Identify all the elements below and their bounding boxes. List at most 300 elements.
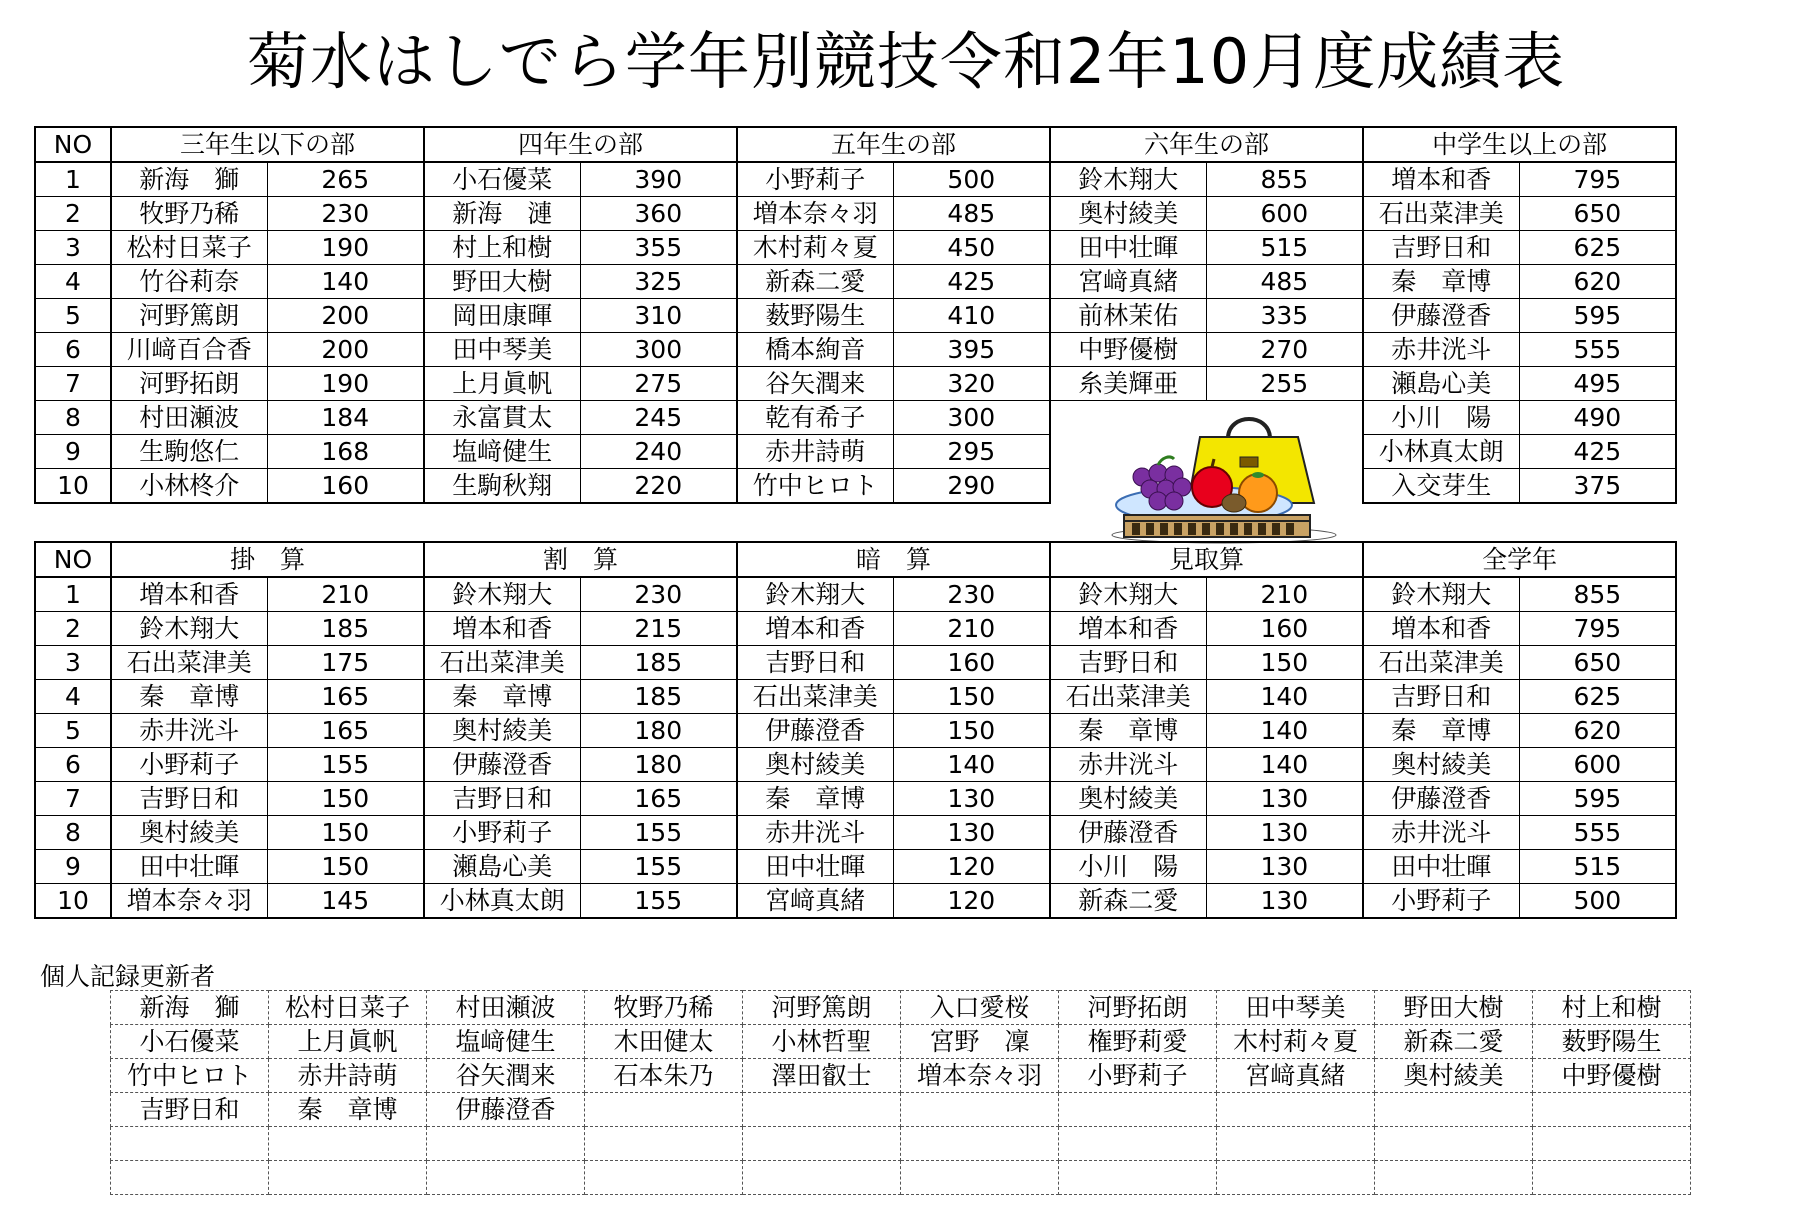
name-cell: 鈴木翔大 — [424, 577, 580, 612]
rank-cell: 3 — [35, 231, 111, 265]
name-cell: 宮﨑真緒 — [1050, 265, 1206, 299]
score-cell: 150 — [267, 850, 424, 884]
grade-column-header: 四年生の部 — [424, 127, 737, 162]
rank-cell: 2 — [35, 197, 111, 231]
name-cell: 伊藤澄香 — [1050, 816, 1206, 850]
name-cell: 岡田康暉 — [424, 299, 580, 333]
name-cell: 谷矢潤来 — [737, 367, 893, 401]
score-cell: 120 — [893, 884, 1050, 919]
table-row — [111, 1093, 1691, 1127]
name-cell: 鈴木翔大 — [737, 577, 893, 612]
table-row — [35, 612, 1676, 646]
record-name-cell: 澤田叡士 — [743, 1059, 901, 1093]
name-cell: 河野拓朗 — [111, 367, 267, 401]
record-name-cell — [1059, 1127, 1217, 1161]
record-name-cell — [585, 1161, 743, 1195]
table-row — [35, 816, 1676, 850]
record-name-cell — [901, 1093, 1059, 1127]
name-cell: 小川 陽 — [1050, 850, 1206, 884]
score-cell: 600 — [1519, 748, 1676, 782]
name-cell: 石出菜津美 — [111, 646, 267, 680]
rank-cell: 7 — [35, 367, 111, 401]
name-cell: 奥村綾美 — [1050, 197, 1206, 231]
name-cell: 赤井詩萌 — [737, 435, 893, 469]
name-cell: 鈴木翔大 — [111, 612, 267, 646]
score-cell: 425 — [1519, 435, 1676, 469]
name-cell: 増本和香 — [1363, 612, 1519, 646]
score-cell: 375 — [1519, 469, 1676, 504]
table-row — [111, 1161, 1691, 1195]
record-name-cell: 田中琴美 — [1217, 991, 1375, 1025]
table-row — [35, 469, 1676, 504]
record-name-cell — [1533, 1093, 1691, 1127]
name-cell: 石出菜津美 — [1363, 646, 1519, 680]
record-name-cell — [1217, 1161, 1375, 1195]
record-name-cell: 奥村綾美 — [1375, 1059, 1533, 1093]
score-cell: 600 — [1206, 197, 1363, 231]
record-name-cell: 村上和樹 — [1533, 991, 1691, 1025]
name-cell: 伊藤澄香 — [1363, 299, 1519, 333]
score-cell: 140 — [267, 265, 424, 299]
record-name-cell — [1059, 1093, 1217, 1127]
name-cell: 鈴木翔大 — [1050, 162, 1206, 197]
table-row — [111, 1127, 1691, 1161]
grade-column-header: 五年生の部 — [737, 127, 1050, 162]
name-cell: 生駒悠仁 — [111, 435, 267, 469]
score-cell: 855 — [1519, 577, 1676, 612]
record-name-cell — [1217, 1093, 1375, 1127]
name-cell: 田中壮暉 — [737, 850, 893, 884]
name-cell: 増本和香 — [737, 612, 893, 646]
score-cell: 555 — [1519, 816, 1676, 850]
name-cell: 新海 漣 — [424, 197, 580, 231]
rank-cell: 3 — [35, 646, 111, 680]
name-cell: 秦 章博 — [737, 782, 893, 816]
score-cell: 180 — [580, 714, 737, 748]
name-cell: 新森二愛 — [737, 265, 893, 299]
table-row — [35, 231, 1676, 265]
score-cell: 130 — [1206, 850, 1363, 884]
name-cell: 木村莉々夏 — [737, 231, 893, 265]
name-cell: 秦 章博 — [1050, 714, 1206, 748]
name-cell: 田中壮暉 — [1363, 850, 1519, 884]
rank-cell: 1 — [35, 162, 111, 197]
record-name-cell — [1375, 1093, 1533, 1127]
score-cell: 130 — [1206, 884, 1363, 919]
score-cell: 410 — [893, 299, 1050, 333]
record-name-cell — [901, 1127, 1059, 1161]
score-cell: 290 — [893, 469, 1050, 504]
name-cell: 中野優樹 — [1050, 333, 1206, 367]
name-cell: 入交芽生 — [1363, 469, 1519, 504]
name-cell: 川﨑百合香 — [111, 333, 267, 367]
name-cell: 赤井洸斗 — [1363, 816, 1519, 850]
table-row — [35, 367, 1676, 401]
score-cell: 270 — [1206, 333, 1363, 367]
record-name-cell: 牧野乃稀 — [585, 991, 743, 1025]
name-cell: 乾有希子 — [737, 401, 893, 435]
score-cell: 360 — [580, 197, 737, 231]
name-cell: 吉野日和 — [424, 782, 580, 816]
score-cell: 165 — [267, 680, 424, 714]
record-name-cell: 新森二愛 — [1375, 1025, 1533, 1059]
score-cell: 325 — [580, 265, 737, 299]
score-cell: 335 — [1206, 299, 1363, 333]
score-cell: 190 — [267, 367, 424, 401]
table-row — [35, 162, 1676, 197]
record-name-cell: 小野莉子 — [1059, 1059, 1217, 1093]
record-name-cell: 権野莉愛 — [1059, 1025, 1217, 1059]
record-name-cell: 小石優菜 — [111, 1025, 269, 1059]
grade-results-table — [34, 126, 1677, 504]
score-cell: 245 — [580, 401, 737, 435]
score-cell: 200 — [267, 299, 424, 333]
name-cell: 奥村綾美 — [424, 714, 580, 748]
record-name-cell: 中野優樹 — [1533, 1059, 1691, 1093]
score-cell: 795 — [1519, 162, 1676, 197]
score-cell: 395 — [893, 333, 1050, 367]
score-cell: 390 — [580, 162, 737, 197]
score-cell: 230 — [893, 577, 1050, 612]
record-name-cell — [743, 1127, 901, 1161]
event-column-header: 暗 算 — [737, 542, 1050, 577]
name-cell: 田中壮暉 — [1050, 231, 1206, 265]
name-cell: 小石優菜 — [424, 162, 580, 197]
score-cell: 140 — [1206, 714, 1363, 748]
name-cell: 田中壮暉 — [111, 850, 267, 884]
score-cell: 210 — [893, 612, 1050, 646]
name-cell: 小野莉子 — [424, 816, 580, 850]
name-cell: 上月眞帆 — [424, 367, 580, 401]
rank-cell: 6 — [35, 748, 111, 782]
record-name-cell: 竹中ヒロト — [111, 1059, 269, 1093]
record-name-cell — [743, 1093, 901, 1127]
record-name-cell — [585, 1093, 743, 1127]
table-row — [35, 299, 1676, 333]
name-cell: 秦 章博 — [111, 680, 267, 714]
name-cell: 赤井洸斗 — [1363, 333, 1519, 367]
record-name-cell: 木田健太 — [585, 1025, 743, 1059]
record-name-cell: 宮﨑真緒 — [1217, 1059, 1375, 1093]
score-cell: 150 — [893, 714, 1050, 748]
name-cell: 小野莉子 — [737, 162, 893, 197]
record-name-cell — [1533, 1127, 1691, 1161]
name-cell: 小林柊介 — [111, 469, 267, 504]
table-row — [35, 748, 1676, 782]
name-cell: 橋本絢音 — [737, 333, 893, 367]
name-cell: 増本和香 — [111, 577, 267, 612]
score-cell: 620 — [1519, 714, 1676, 748]
record-name-cell: 石本朱乃 — [585, 1059, 743, 1093]
score-cell: 175 — [267, 646, 424, 680]
table-row — [35, 884, 1676, 919]
event-column-header: 割 算 — [424, 542, 737, 577]
event-results-table — [34, 541, 1677, 919]
score-cell: 200 — [267, 333, 424, 367]
score-cell: 130 — [1206, 782, 1363, 816]
name-cell: 鈴木翔大 — [1050, 577, 1206, 612]
score-cell: 500 — [1519, 884, 1676, 919]
name-cell: 村田瀬波 — [111, 401, 267, 435]
name-cell: 竹中ヒロト — [737, 469, 893, 504]
name-cell: 河野篤朗 — [111, 299, 267, 333]
rank-cell: 5 — [35, 714, 111, 748]
name-cell: 奥村綾美 — [737, 748, 893, 782]
name-cell: 奥村綾美 — [1050, 782, 1206, 816]
table-row — [111, 1025, 1691, 1059]
score-cell: 300 — [580, 333, 737, 367]
record-name-cell — [1375, 1127, 1533, 1161]
record-name-cell — [585, 1127, 743, 1161]
grade-column-header: 中学生以上の部 — [1363, 127, 1676, 162]
rank-cell: 4 — [35, 265, 111, 299]
name-cell: 石出菜津美 — [1363, 197, 1519, 231]
grade-no-header: NO — [35, 127, 111, 162]
name-cell: 赤井洸斗 — [1050, 748, 1206, 782]
records-table — [110, 990, 1691, 1195]
name-cell: 石出菜津美 — [737, 680, 893, 714]
record-name-cell: 村田瀬波 — [427, 991, 585, 1025]
name-cell: 吉野日和 — [1050, 646, 1206, 680]
record-name-cell: 河野篤朗 — [743, 991, 901, 1025]
record-name-cell — [269, 1161, 427, 1195]
score-cell: 140 — [893, 748, 1050, 782]
name-cell: 牧野乃稀 — [111, 197, 267, 231]
score-cell: 265 — [267, 162, 424, 197]
score-cell: 495 — [1519, 367, 1676, 401]
records-label: 個人記録更新者 — [40, 962, 216, 991]
name-cell: 塩﨑健生 — [424, 435, 580, 469]
name-cell: 吉野日和 — [111, 782, 267, 816]
score-cell: 184 — [267, 401, 424, 435]
record-name-cell — [427, 1127, 585, 1161]
record-name-cell: 秦 章博 — [269, 1093, 427, 1127]
table-row — [35, 680, 1676, 714]
name-cell: 奥村綾美 — [111, 816, 267, 850]
score-cell: 300 — [893, 401, 1050, 435]
score-cell: 140 — [1206, 748, 1363, 782]
score-cell: 355 — [580, 231, 737, 265]
record-name-cell — [111, 1127, 269, 1161]
rank-cell: 2 — [35, 612, 111, 646]
name-cell: 赤井洸斗 — [111, 714, 267, 748]
score-cell: 295 — [893, 435, 1050, 469]
score-cell: 650 — [1519, 197, 1676, 231]
name-cell: 新海 獅 — [111, 162, 267, 197]
score-cell: 168 — [267, 435, 424, 469]
name-cell: 生駒秋翔 — [424, 469, 580, 504]
name-cell: 野田大樹 — [424, 265, 580, 299]
score-cell: 185 — [580, 646, 737, 680]
score-cell: 275 — [580, 367, 737, 401]
table-row — [35, 782, 1676, 816]
name-cell: 増本和香 — [1050, 612, 1206, 646]
name-cell: 瀬島心美 — [1363, 367, 1519, 401]
name-cell: 秦 章博 — [1363, 265, 1519, 299]
score-cell: 190 — [267, 231, 424, 265]
record-name-cell: 河野拓朗 — [1059, 991, 1217, 1025]
name-cell: 小野莉子 — [1363, 884, 1519, 919]
page-title: 菊水はしでら学年別競技令和2年10月度成績表 — [246, 25, 1566, 98]
score-cell: 155 — [580, 850, 737, 884]
event-column-header: 全学年 — [1363, 542, 1676, 577]
name-cell: 秦 章博 — [1363, 714, 1519, 748]
record-name-cell — [111, 1161, 269, 1195]
record-name-cell: 塩﨑健生 — [427, 1025, 585, 1059]
score-cell: 855 — [1206, 162, 1363, 197]
rank-cell: 5 — [35, 299, 111, 333]
score-cell: 595 — [1519, 299, 1676, 333]
rank-cell: 8 — [35, 401, 111, 435]
score-cell: 180 — [580, 748, 737, 782]
name-cell: 赤井洸斗 — [737, 816, 893, 850]
score-cell: 485 — [1206, 265, 1363, 299]
record-name-cell: 吉野日和 — [111, 1093, 269, 1127]
record-name-cell — [1059, 1161, 1217, 1195]
name-cell: 前林茉佑 — [1050, 299, 1206, 333]
score-cell: 160 — [1206, 612, 1363, 646]
score-cell: 120 — [893, 850, 1050, 884]
score-cell: 215 — [580, 612, 737, 646]
score-cell: 150 — [893, 680, 1050, 714]
name-cell: 竹谷莉奈 — [111, 265, 267, 299]
score-cell: 160 — [893, 646, 1050, 680]
table-row — [35, 401, 1676, 435]
name-cell: 石出菜津美 — [1050, 680, 1206, 714]
record-name-cell — [1217, 1127, 1375, 1161]
abacus-fruit-basket-icon — [1108, 407, 1340, 545]
score-cell: 155 — [580, 884, 737, 919]
name-cell: 村上和樹 — [424, 231, 580, 265]
name-cell: 増本奈々羽 — [111, 884, 267, 919]
record-name-cell: 宮野 凜 — [901, 1025, 1059, 1059]
rank-cell: 8 — [35, 816, 111, 850]
name-cell: 永富貫太 — [424, 401, 580, 435]
name-cell: 伊藤澄香 — [737, 714, 893, 748]
score-cell: 490 — [1519, 401, 1676, 435]
rank-cell: 10 — [35, 469, 111, 504]
name-cell: 糸美輝亜 — [1050, 367, 1206, 401]
name-cell: 薮野陽生 — [737, 299, 893, 333]
record-name-cell — [1533, 1161, 1691, 1195]
record-name-cell: 薮野陽生 — [1533, 1025, 1691, 1059]
record-name-cell — [1375, 1161, 1533, 1195]
score-cell: 210 — [267, 577, 424, 612]
score-cell: 150 — [267, 816, 424, 850]
score-cell: 620 — [1519, 265, 1676, 299]
record-name-cell: 入口愛桜 — [901, 991, 1059, 1025]
score-cell: 185 — [580, 680, 737, 714]
table-row — [35, 333, 1676, 367]
name-cell: 宮﨑真緒 — [737, 884, 893, 919]
score-cell: 625 — [1519, 680, 1676, 714]
score-cell: 425 — [893, 265, 1050, 299]
name-cell: 増本和香 — [1363, 162, 1519, 197]
record-name-cell: 野田大樹 — [1375, 991, 1533, 1025]
score-cell: 155 — [267, 748, 424, 782]
table-row — [111, 991, 1691, 1025]
score-cell: 230 — [580, 577, 737, 612]
table-row — [35, 850, 1676, 884]
name-cell: 小林真太朗 — [424, 884, 580, 919]
rank-cell: 4 — [35, 680, 111, 714]
table-row — [35, 265, 1676, 299]
score-cell: 595 — [1519, 782, 1676, 816]
grade-column-header: 三年生以下の部 — [111, 127, 424, 162]
score-cell: 555 — [1519, 333, 1676, 367]
rank-cell: 9 — [35, 850, 111, 884]
table-row — [35, 435, 1676, 469]
name-cell: 伊藤澄香 — [1363, 782, 1519, 816]
score-cell: 255 — [1206, 367, 1363, 401]
score-cell: 485 — [893, 197, 1050, 231]
record-name-cell: 木村莉々夏 — [1217, 1025, 1375, 1059]
record-name-cell — [901, 1161, 1059, 1195]
score-cell: 210 — [1206, 577, 1363, 612]
table-row — [35, 646, 1676, 680]
table-row — [35, 714, 1676, 748]
name-cell: 小川 陽 — [1363, 401, 1519, 435]
name-cell: 新森二愛 — [1050, 884, 1206, 919]
score-cell: 625 — [1519, 231, 1676, 265]
record-name-cell: 増本奈々羽 — [901, 1059, 1059, 1093]
record-name-cell: 小林哲聖 — [743, 1025, 901, 1059]
event-column-header: 見取算 — [1050, 542, 1363, 577]
name-cell: 鈴木翔大 — [1363, 577, 1519, 612]
score-cell: 145 — [267, 884, 424, 919]
score-cell: 500 — [893, 162, 1050, 197]
score-cell: 320 — [893, 367, 1050, 401]
record-name-cell: 新海 獅 — [111, 991, 269, 1025]
grade-column-header: 六年生の部 — [1050, 127, 1363, 162]
score-cell: 160 — [267, 469, 424, 504]
record-name-cell: 谷矢潤来 — [427, 1059, 585, 1093]
record-name-cell — [427, 1161, 585, 1195]
rank-cell: 6 — [35, 333, 111, 367]
rank-cell: 1 — [35, 577, 111, 612]
score-cell: 130 — [893, 782, 1050, 816]
record-name-cell: 赤井詩萌 — [269, 1059, 427, 1093]
score-cell: 650 — [1519, 646, 1676, 680]
rank-cell: 9 — [35, 435, 111, 469]
name-cell: 吉野日和 — [737, 646, 893, 680]
record-name-cell: 伊藤澄香 — [427, 1093, 585, 1127]
score-cell: 515 — [1519, 850, 1676, 884]
name-cell: 瀬島心美 — [424, 850, 580, 884]
event-column-header: 掛 算 — [111, 542, 424, 577]
score-cell: 150 — [1206, 646, 1363, 680]
event-no-header: NO — [35, 542, 111, 577]
table-row — [111, 1059, 1691, 1093]
score-cell: 165 — [267, 714, 424, 748]
record-name-cell: 上月眞帆 — [269, 1025, 427, 1059]
table-row — [35, 197, 1676, 231]
score-cell: 450 — [893, 231, 1050, 265]
score-cell: 165 — [580, 782, 737, 816]
name-cell: 小林真太朗 — [1363, 435, 1519, 469]
name-cell: 田中琴美 — [424, 333, 580, 367]
score-cell: 130 — [1206, 816, 1363, 850]
name-cell: 伊藤澄香 — [424, 748, 580, 782]
score-cell: 185 — [267, 612, 424, 646]
record-name-cell: 松村日菜子 — [269, 991, 427, 1025]
name-cell: 吉野日和 — [1363, 680, 1519, 714]
rank-cell: 10 — [35, 884, 111, 919]
score-cell: 140 — [1206, 680, 1363, 714]
name-cell: 増本奈々羽 — [737, 197, 893, 231]
name-cell: 秦 章博 — [424, 680, 580, 714]
score-cell: 220 — [580, 469, 737, 504]
